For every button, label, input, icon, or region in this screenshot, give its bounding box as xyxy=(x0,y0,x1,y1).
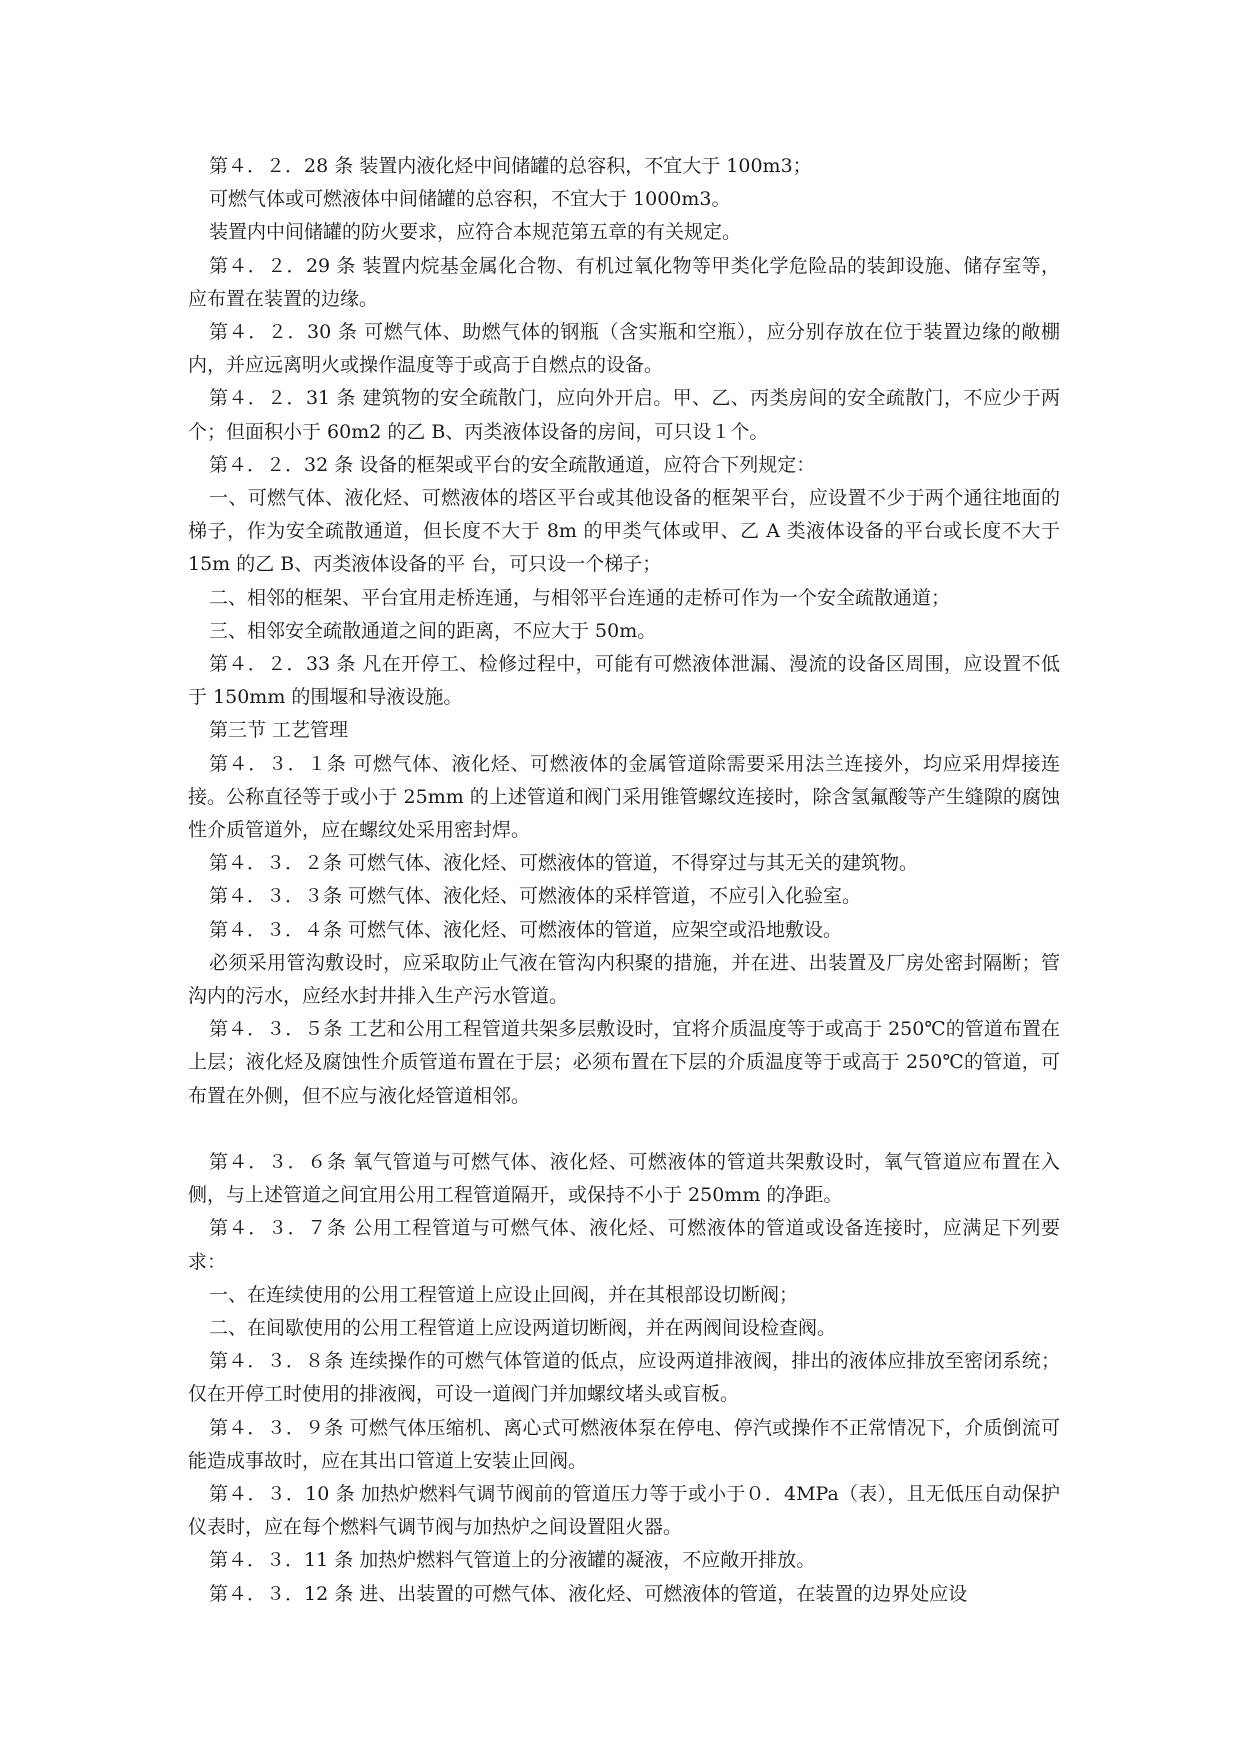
paragraph: 第４．２．31 条 建筑物的安全疏散门，应向外开启。甲、乙、丙类房间的安全疏散门，不应少于两个；但面积小于 60m2 的乙 B、丙类液体设备的房间，可只设１个。 xyxy=(188,387,1060,443)
paragraph: 第４．３．２条 可燃气体、液化烃、可燃液体的管道，不得穿过与其无关的建筑物。 xyxy=(209,852,919,875)
paragraph: 三、相邻安全疏散通道之间的距离，不应大于 50m。 xyxy=(209,619,657,642)
paragraph: 二、在间歇使用的公用工程管道上应设两道切断阀，并在两阀间设检查阀。 xyxy=(209,1316,837,1339)
paragraph: 第４．３．４条 可燃气体、液化烃、可燃液体的管道，应架空或沿地敷设。 xyxy=(209,918,843,941)
paragraph: 第４．３．３条 可燃气体、液化烃、可燃液体的采样管道，不应引入化验室。 xyxy=(209,885,862,908)
paragraph: 第４．２．32 条 设备的框架或平台的安全疏散通道，应符合下列规定： xyxy=(209,453,816,476)
paragraph: 第４．３．５条 工艺和公用工程管道共架多层敷设时，宜将介质温度等于或高于 250℃的管道布置在上层；液化烃及腐蚀性介质管道布置在于层；必须布置在下层的介质温度等于或高于 250℃的管道，可布置在外侧，但不应与液化烃管道相邻。 xyxy=(188,1018,1060,1107)
paragraph: 第４．２．29 条 装置内烷基金属化合物、有机过氧化物等甲类化学危险品的装卸设施、储存室等，应布置在装置的边缘。 xyxy=(188,254,1060,310)
paragraph: 第４．３．６条 氧气管道与可燃气体、液化烃、可燃液体的管道共架敷设时，氧气管道应布置在入侧，与上述管道之间宜用公用工程管道隔开，或保持不小于 250mm 的净距。 xyxy=(188,1150,1060,1207)
paragraph: 第４．３．７条 公用工程管道与可燃气体、液化烃、可燃液体的管道或设备连接时，应满足下列要求： xyxy=(188,1217,1060,1273)
paragraph: 第４．３．１条 可燃气体、液化烃、可燃液体的金属管道除需要采用法兰连接外，均应采用焊接连 接。公称直径等于或小于 25mm 的上述管道和阀门采用锥管螺纹连接时，除含氢氟酸等产生缝隙的腐蚀性介质管道外，应在螺纹处采用密封焊。 xyxy=(188,752,1060,842)
paragraph: 第４．２．30 条 可燃气体、助燃气体的钢瓶（含实瓶和空瓶），应分别存放在位于装置边缘的敞棚内，并应远离明火或操作温度等于或高于自燃点的设备。 xyxy=(188,321,1060,377)
blank-line xyxy=(188,1113,1060,1146)
paragraph: 可燃气体或可燃液体中间储罐的总容积，不宜大于 1000m3。 xyxy=(209,188,731,211)
document-body xyxy=(188,150,1060,1611)
paragraph: 一、在连续使用的公用工程管道上应设止回阀，并在其根部设切断阀； xyxy=(209,1283,799,1306)
paragraph: 装置内中间储罐的防火要求，应符合本规范第五章的有关规定。 xyxy=(209,221,742,244)
paragraph: 第４．３．10 条 加热炉燃料气调节阀前的管道压力等于或小于０．4MPa（表），且无低压自动保护仪表时，应在每个燃料气调节阀与加热炉之间设置阻火器。 xyxy=(188,1482,1060,1539)
paragraph: 一、可燃气体、液化烃、可燃液体的塔区平台或其他设备的框架平台，应设置不少于两个通往地面的梯子，作为安全疏散通道，但长度不大于 8m 的甲类气体或甲、乙 A 类液体设备的平台或长度不大于 15m 的乙 B、丙类液体设备的平 台，可只设一个梯子； xyxy=(188,487,1060,576)
paragraph: 第４．３．11 条 加热炉燃料气管道上的分液罐的凝液，不应敞开排放。 xyxy=(209,1549,816,1572)
paragraph: 第４．２．33 条 凡在开停工、检修过程中，可能有可燃液体泄漏、漫流的设备区周围，应设置不低于 150mm 的围堰和导液设施。 xyxy=(188,653,1060,709)
section-heading: 第三节 工艺管理 xyxy=(209,719,349,742)
paragraph: 第４．３．12 条 进、出装置的可燃气体、液化烃、可燃液体的管道，在装置的边界处应设 xyxy=(209,1582,968,1605)
paragraph: 二、相邻的框架、平台宜用走桥连通，与相邻平台连通的走桥可作为一个安全疏散通道； xyxy=(209,586,951,609)
paragraph: 第４．２．28 条 装置内液化烃中间储罐的总容积，不宜大于 100m3； xyxy=(209,155,812,177)
paragraph: 第４．３．９条 可燃气体压缩机、离心式可燃液体泵在停电、停汽或操作不正常情况下，介质倒流可能造成事故时，应在其出口管道上安装止回阀。 xyxy=(188,1416,1060,1472)
paragraph: 第４．３．８条 连续操作的可燃气体管道的低点，应设两道排液阀，排出的液体应排放至密闭系统；仅在开停工时使用的排液阀，可设一道阀门并加螺纹堵头或盲板。 xyxy=(188,1350,1060,1406)
paragraph: 必须采用管沟敷设时，应采取防止气液在管沟内积聚的措施，并在进、出装置及厂房处密封隔断；管沟内的污水，应经水封井排入生产污水管道。 xyxy=(188,951,1060,1008)
